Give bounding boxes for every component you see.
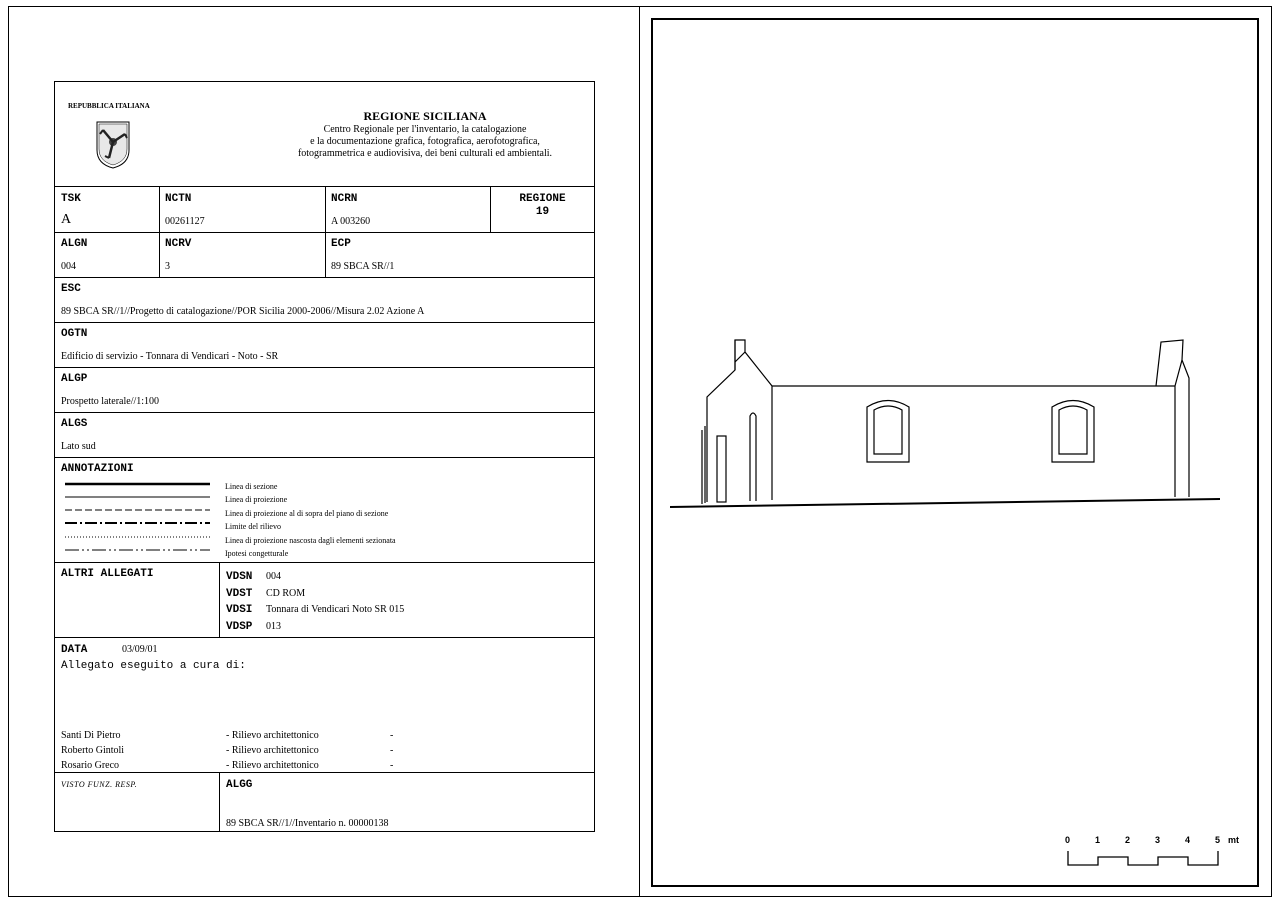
allegati-row: VDSN 004 [226,571,281,583]
scale-tick-label: 5 [1215,835,1221,845]
center-line-2: e la documentazione grafica, fotografica, aerofotografica, [310,136,540,147]
scale-tick-label: 3 [1155,835,1161,845]
people-dashes [390,728,393,773]
altri-allegati-label: ALTRI ALLEGATI [61,568,154,580]
people-roles [226,728,319,773]
person-role: - Rilievo architettonico [226,760,319,771]
republic-label: REPUBBLICA ITALIANA [68,102,150,110]
nctn-label: NCTN [165,193,192,205]
esc-label: ESC [61,283,81,295]
nctn-value: 00261127 [165,216,205,227]
regione-label: REGIONE [519,193,566,205]
legend-label-2: Linea di proiezione [225,495,288,505]
person-role: - Rilievo architettonico [226,730,319,741]
scale-ruler [1061,847,1231,869]
window-right [1052,401,1094,463]
algn-value: 004 [61,261,76,272]
allegati-row: VDSI Tonnara di Vendicari Noto SR 015 [226,604,405,616]
scale-tick-label: 4 [1185,835,1191,845]
narrow-opening [750,413,756,501]
page-divider [639,6,640,897]
ogtn-label: OGTN [61,328,88,340]
region-emblem-icon [95,120,131,170]
scale-tick-label: 0 [1065,835,1071,845]
person-name: Santi Di Pietro [61,730,121,741]
scale-bar [1061,835,1251,870]
esc-value: 89 SBCA SR//1//Progetto di catalogazione//POR Sicilia 2000-2006//Misura 2.02 Azione A [61,306,425,317]
algs-value: Lato sud [61,441,96,452]
regione-value: 19 [535,206,550,218]
tsk-value: A [61,212,72,227]
data-value: 03/09/01 [122,644,158,655]
ncrv-label: NCRV [165,238,192,250]
ncrn-label: NCRN [331,193,358,205]
legend-labels [225,480,396,560]
tsk-label: TSK [61,193,81,205]
annotazioni-label: ANNOTAZIONI [61,463,134,475]
ground-line [670,499,1220,507]
legend-label-3: Linea di proiezione al di sopra del piano di sezione [225,508,389,518]
person-dash: - [390,730,394,741]
visto-label: VISTO FUNZ. RESP. [61,780,138,789]
left-door [717,436,726,502]
data-label: DATA [61,644,88,656]
window-left [867,401,909,463]
allegato-subtitle: Allegato eseguito a cura di: [61,660,246,672]
allegati-list [226,568,404,634]
scale-unit: mt [1228,835,1239,845]
algs-label: ALGS [61,418,88,430]
person-name: Roberto Gintoli [61,745,125,756]
person-role: - Rilievo architettonico [226,745,319,756]
person-dash: - [390,760,394,771]
legend-label-4: Limite del rilievo [225,522,281,532]
allegati-row: VDSP 013 [226,620,281,633]
allegati-row: VDST CD ROM [226,587,306,600]
people-names [61,728,124,773]
algn-label: ALGN [61,238,88,250]
algp-value: Prospetto laterale//1:100 [61,396,160,407]
region-title: REGIONE SICILIANA [363,109,487,123]
center-line-1: Centro Regionale per l'inventario, la catalogazione [323,124,527,135]
person-dash: - [390,745,394,756]
legend-label-6: Ipotesi congetturale [225,549,289,559]
person-name: Rosario Greco [61,760,120,771]
ecp-label: ECP [331,238,351,250]
right-gable [1156,340,1189,497]
ncrn-value: A 003260 [331,216,371,227]
center-description [275,124,575,160]
scale-tick-label: 2 [1125,835,1131,845]
algp-label: ALGP [61,373,88,385]
algg-label: ALGG [226,779,253,791]
scale-tick-label: 1 [1095,835,1101,845]
algg-value: 89 SBCA SR//1//Inventario n. 00000138 [226,818,389,829]
ncrv-value: 3 [165,261,170,272]
catalog-sheet [54,81,595,832]
ogtn-value: Edificio di servizio - Tonnara di Vendicari - Noto - SR [61,351,279,362]
line-legend-swatches [65,480,211,560]
legend-label-1: Linea di sezione [225,482,278,491]
building-elevation-drawing [660,330,1230,520]
legend-label-5: Linea di proiezione nascosta dagli elementi sezionata [225,535,396,545]
ecp-value: 89 SBCA SR//1 [331,261,395,272]
center-line-3: fotogrammetrica e audiovisiva, dei beni culturali ed ambientali. [297,148,553,159]
